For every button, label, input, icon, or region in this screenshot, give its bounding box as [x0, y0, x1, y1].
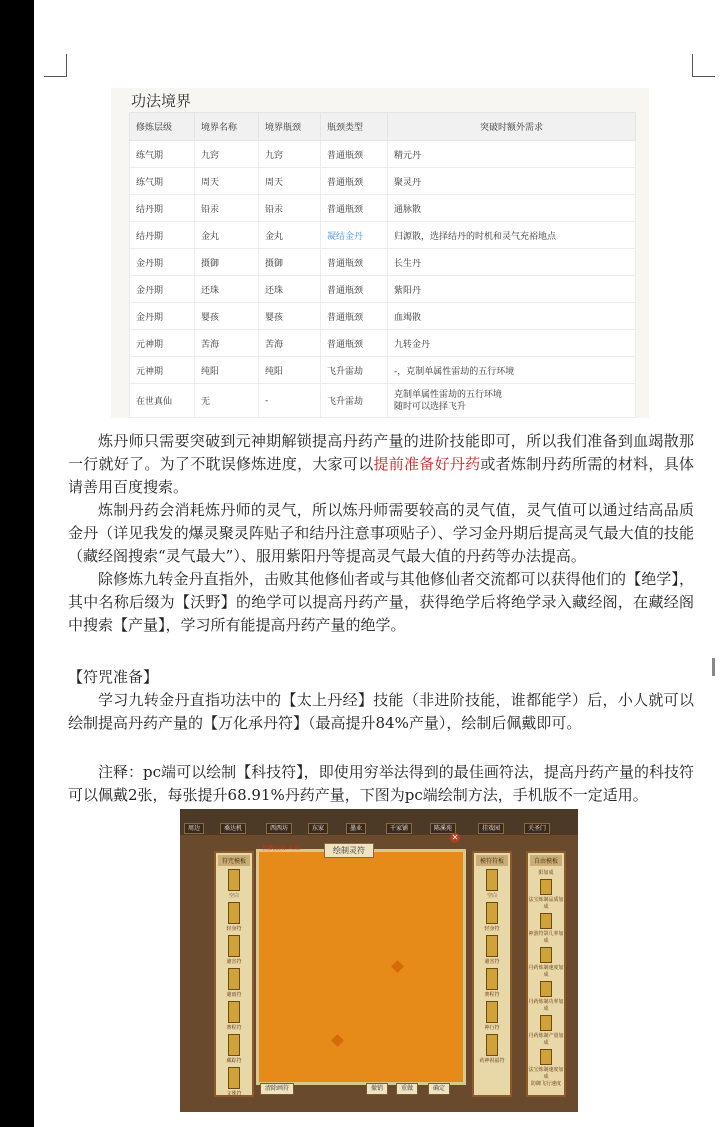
table-cell: 铅汞 — [195, 195, 259, 222]
talisman-icon[interactable] — [486, 869, 498, 891]
table-row — [130, 330, 636, 357]
free-item[interactable]: 法宝炼制品质加成 — [528, 897, 564, 910]
table-row — [130, 249, 636, 276]
table-cell: 结丹期 — [130, 195, 195, 222]
table-cell: 练气期 — [130, 168, 195, 195]
paragraph-2: 炼制丹药会消耗炼丹师的灵气，所以炼丹师需要较高的灵气值，灵气值可以通过结高品质金丹（详见我发的爆灵聚灵阵贴子和结丹注意事项贴子）、学习金丹期后提高灵气最大值的技能（藏经阁搜索“灵气最大”）、服用紫阳丹等提高灵气最大值的丹药等办法提高。 — [68, 501, 694, 565]
top-chip[interactable]: 桑达机 — [220, 823, 246, 834]
table-cell: 还珠 — [259, 276, 321, 303]
crop-mark-top-left — [44, 54, 67, 77]
table-row — [130, 141, 636, 168]
table-cell: 摄御 — [195, 249, 259, 276]
table-cell: 周天 — [195, 168, 259, 195]
talisman-name: 避害符 — [226, 959, 242, 965]
talisman-name: 空白 — [228, 893, 239, 899]
talisman-name: 赛程符 — [484, 992, 500, 998]
table-cell: 飞升雷劫 — [321, 357, 388, 384]
table-cell: 血竭散 — [388, 303, 636, 330]
table-row — [130, 168, 636, 195]
table-cell: 九转金丹 — [388, 330, 636, 357]
top-chip[interactable]: 关圣门 — [524, 823, 550, 834]
table-cell: 在世真仙 — [130, 384, 195, 418]
table-cell-highlight: 凝结金丹 — [321, 222, 388, 249]
free-item[interactable]: 阳加成 — [538, 870, 554, 876]
table-cell: 周天 — [259, 168, 321, 195]
header-cell: 瓶颈类型 — [321, 113, 388, 141]
free-item[interactable]: 防御飞行速度 — [530, 1081, 561, 1087]
paragraph-3: 除修炼九转金丹直指外，击败其他修仙者或与其他修仙者交流都可以获得他们的【绝学】，其中名称后缀为【沃野】的绝学可以提高丹药产量，获得绝学后将绝学录入藏经阁，在藏经阁中搜索【产量】，学习所有能提高丹药产量的绝学。 — [68, 570, 694, 634]
paragraph-text: 炼丹师只需要突破到元神期解锁提高丹药产量的进阶技能即可，所以我们准备到血竭散那一行就好了。为了不耽误修炼进度，大家可以 — [68, 432, 694, 473]
table-cell: 聚灵丹 — [388, 168, 636, 195]
top-chip[interactable]: 东家 — [308, 823, 328, 834]
table-cell: 纯阳 — [195, 357, 259, 384]
free-template-panel — [526, 851, 566, 1097]
talisman-icon[interactable] — [540, 1015, 552, 1031]
table-cell: 普通瓶颈 — [321, 330, 388, 357]
table-cell: 金丸 — [195, 222, 259, 249]
table-cell: 归源散，选择结丹的时机和灵气充裕地点 — [388, 222, 636, 249]
game-top-bar — [180, 809, 578, 835]
header-cell: 修炼层级 — [130, 113, 195, 141]
header-cell: 境界瓶颈 — [259, 113, 321, 141]
canvas-marker — [391, 960, 404, 973]
table-cell: 精元丹 — [388, 141, 636, 168]
table-cell: 铅汞 — [259, 195, 321, 222]
table-cell: 飞升雷劫 — [321, 384, 388, 418]
clear-drawing-button[interactable]: 清除画符 — [260, 1083, 294, 1095]
free-item[interactable]: 法宝炼制速度加成 — [528, 1067, 564, 1080]
table-cell: 结丹期 — [130, 222, 195, 249]
table-cell: 九窍 — [259, 141, 321, 168]
panel-header: 符咒模板 — [218, 855, 250, 866]
free-item[interactable]: 丹药炼制速度加成 — [528, 965, 564, 978]
table-cell: 练气期 — [130, 141, 195, 168]
talisman-icon[interactable] — [228, 1001, 240, 1023]
panel-header: 自由模板 — [530, 855, 562, 866]
talisman-name: 轻身符 — [226, 926, 242, 932]
talisman-name: 轻身符 — [484, 926, 500, 932]
table-cell: 普通瓶颈 — [321, 141, 388, 168]
table-cell: 金丹期 — [130, 303, 195, 330]
body-text-block-2 — [68, 666, 694, 735]
table-row — [130, 303, 636, 330]
scroll-indicator[interactable] — [712, 658, 715, 676]
paragraph-4: 学习九转金丹直指功法中的【太上丹经】技能（非进阶技能，谁都能学）后，小人就可以绘制提高丹药产量的【万化承丹符】（最高提升84%产量），绘制后佩戴即可。 — [68, 691, 694, 732]
close-icon[interactable]: ✕ — [451, 833, 459, 842]
template-panel-right — [472, 851, 512, 1097]
table-cell: 还珠 — [195, 276, 259, 303]
header-cell: 境界名称 — [195, 113, 259, 141]
template-panel-left — [214, 851, 254, 1097]
table-cell: 摄御 — [259, 249, 321, 276]
table-cell: 金丸 — [259, 222, 321, 249]
table-row — [130, 276, 636, 303]
body-text-block-3 — [68, 761, 694, 807]
talisman-icon[interactable] — [540, 879, 552, 895]
talisman-name: 文殊符 — [226, 1091, 242, 1097]
realm-table-figure — [111, 88, 649, 418]
top-chip[interactable]: 西西坊 — [266, 823, 292, 834]
top-chip[interactable]: 挂戏园 — [478, 823, 504, 834]
talisman-icon[interactable] — [228, 1067, 240, 1089]
table-cell: -，克制单属性雷劫的五行环境 — [388, 357, 636, 384]
table-header-row — [130, 113, 636, 141]
table-cell: 普通瓶颈 — [321, 168, 388, 195]
top-chip[interactable]: 千家铺 — [386, 823, 412, 834]
table-cell: 通脉散 — [388, 195, 636, 222]
panel-header: 模符符板 — [476, 855, 508, 866]
table-cell: 纯阳 — [259, 357, 321, 384]
talisman-name: 避雨符 — [226, 992, 242, 998]
paragraph-text: 或者炼制丹药所需的材料，具体请善用百度搜索。 — [68, 455, 694, 496]
canvas-title: 绘制灵符 — [324, 843, 374, 858]
table-row — [130, 222, 636, 249]
table-row — [130, 357, 636, 384]
talisman-icon[interactable] — [228, 869, 240, 891]
top-chip[interactable]: 墨业 — [346, 823, 366, 834]
table-cell: 金丹期 — [130, 276, 195, 303]
top-chip[interactable]: 陈溪苑 — [430, 823, 456, 834]
table-cell: 普通瓶颈 — [321, 276, 388, 303]
figure-title: 功法境界 — [131, 92, 192, 110]
talisman-icon[interactable] — [540, 981, 552, 997]
red-link-text[interactable]: 提前准备好丹药 — [373, 455, 481, 473]
table-cell — [388, 384, 636, 418]
talisman-icon[interactable] — [486, 968, 498, 990]
talisman-icon[interactable] — [486, 902, 498, 924]
cell-line: 随时可以选择飞升 — [394, 401, 467, 412]
header-cell: 突破时额外需求 — [388, 113, 636, 141]
talisman-icon[interactable] — [540, 1049, 552, 1065]
realm-table — [129, 112, 636, 418]
crop-mark-top-right — [692, 54, 715, 77]
talisman-icon[interactable] — [228, 968, 240, 990]
talisman-drawing-screenshot — [180, 809, 578, 1112]
paragraph-5: 注释：pc端可以绘制【科技符】，即使用穷举法得到的最佳画符法，提高丹药产量的科技符可以佩戴2张，每张提升68.91%丹药产量，下图为pc端绘制方法，手机版不一定适用。 — [68, 763, 694, 804]
table-cell: 紫阳丹 — [388, 276, 636, 303]
cell-line: 克制单属性雷劫的五行环境 — [394, 389, 503, 400]
table-cell: 普通瓶颈 — [321, 249, 388, 276]
talisman-icon[interactable] — [540, 947, 552, 963]
talisman-icon[interactable] — [486, 1001, 498, 1023]
table-cell: 苦海 — [259, 330, 321, 357]
paragraph-1 — [68, 430, 694, 499]
talisman-name: 空白 — [486, 893, 497, 899]
table-cell: 苦海 — [195, 330, 259, 357]
table-cell: 金丹期 — [130, 249, 195, 276]
table-cell: 九窍 — [195, 141, 259, 168]
body-text-block-1 — [68, 430, 694, 637]
table-cell: 婴孩 — [259, 303, 321, 330]
free-item[interactable]: 神游符箓几率加成 — [528, 931, 564, 944]
talisman-icon[interactable] — [486, 1034, 498, 1056]
undo-button[interactable]: 撤销 — [366, 1083, 388, 1095]
table-row — [130, 195, 636, 222]
redo-button[interactable]: 重做 — [396, 1083, 418, 1095]
free-item[interactable]: 丹药炼制产量加成 — [528, 1033, 564, 1046]
talisman-name: 药神祝福符 — [479, 1058, 505, 1064]
confirm-button[interactable]: 确定 — [428, 1083, 450, 1095]
talisman-name: 神行符 — [484, 1025, 500, 1031]
talisman-icon[interactable] — [486, 935, 498, 957]
talisman-name: 避害符 — [484, 959, 500, 965]
table-row — [130, 384, 636, 418]
table-cell: 普通瓶颈 — [321, 303, 388, 330]
talisman-icon[interactable] — [228, 1034, 240, 1056]
table-cell: 长生丹 — [388, 249, 636, 276]
canvas-marker — [331, 1034, 344, 1047]
table-cell: 元神期 — [130, 357, 195, 384]
talisman-icon[interactable] — [228, 935, 240, 957]
free-item[interactable]: 丹药炼制功率加成 — [528, 999, 564, 1012]
table-cell: 婴孩 — [195, 303, 259, 330]
top-chip[interactable]: 周边 — [184, 823, 204, 834]
preview-quality-label: 预测品质:未知 — [262, 845, 301, 852]
table-cell: 元神期 — [130, 330, 195, 357]
table-cell: - — [259, 384, 321, 418]
talisman-name: 藏踪符 — [226, 1058, 242, 1064]
left-margin-bar — [0, 0, 34, 1127]
talisman-name: 赛程符 — [226, 1025, 242, 1031]
table-cell: 普通瓶颈 — [321, 195, 388, 222]
talisman-icon[interactable] — [540, 913, 552, 929]
section-heading: 【符咒准备】 — [68, 668, 159, 686]
drawing-canvas[interactable] — [256, 849, 466, 1085]
talisman-icon[interactable] — [228, 902, 240, 924]
table-cell: 无 — [195, 384, 259, 418]
